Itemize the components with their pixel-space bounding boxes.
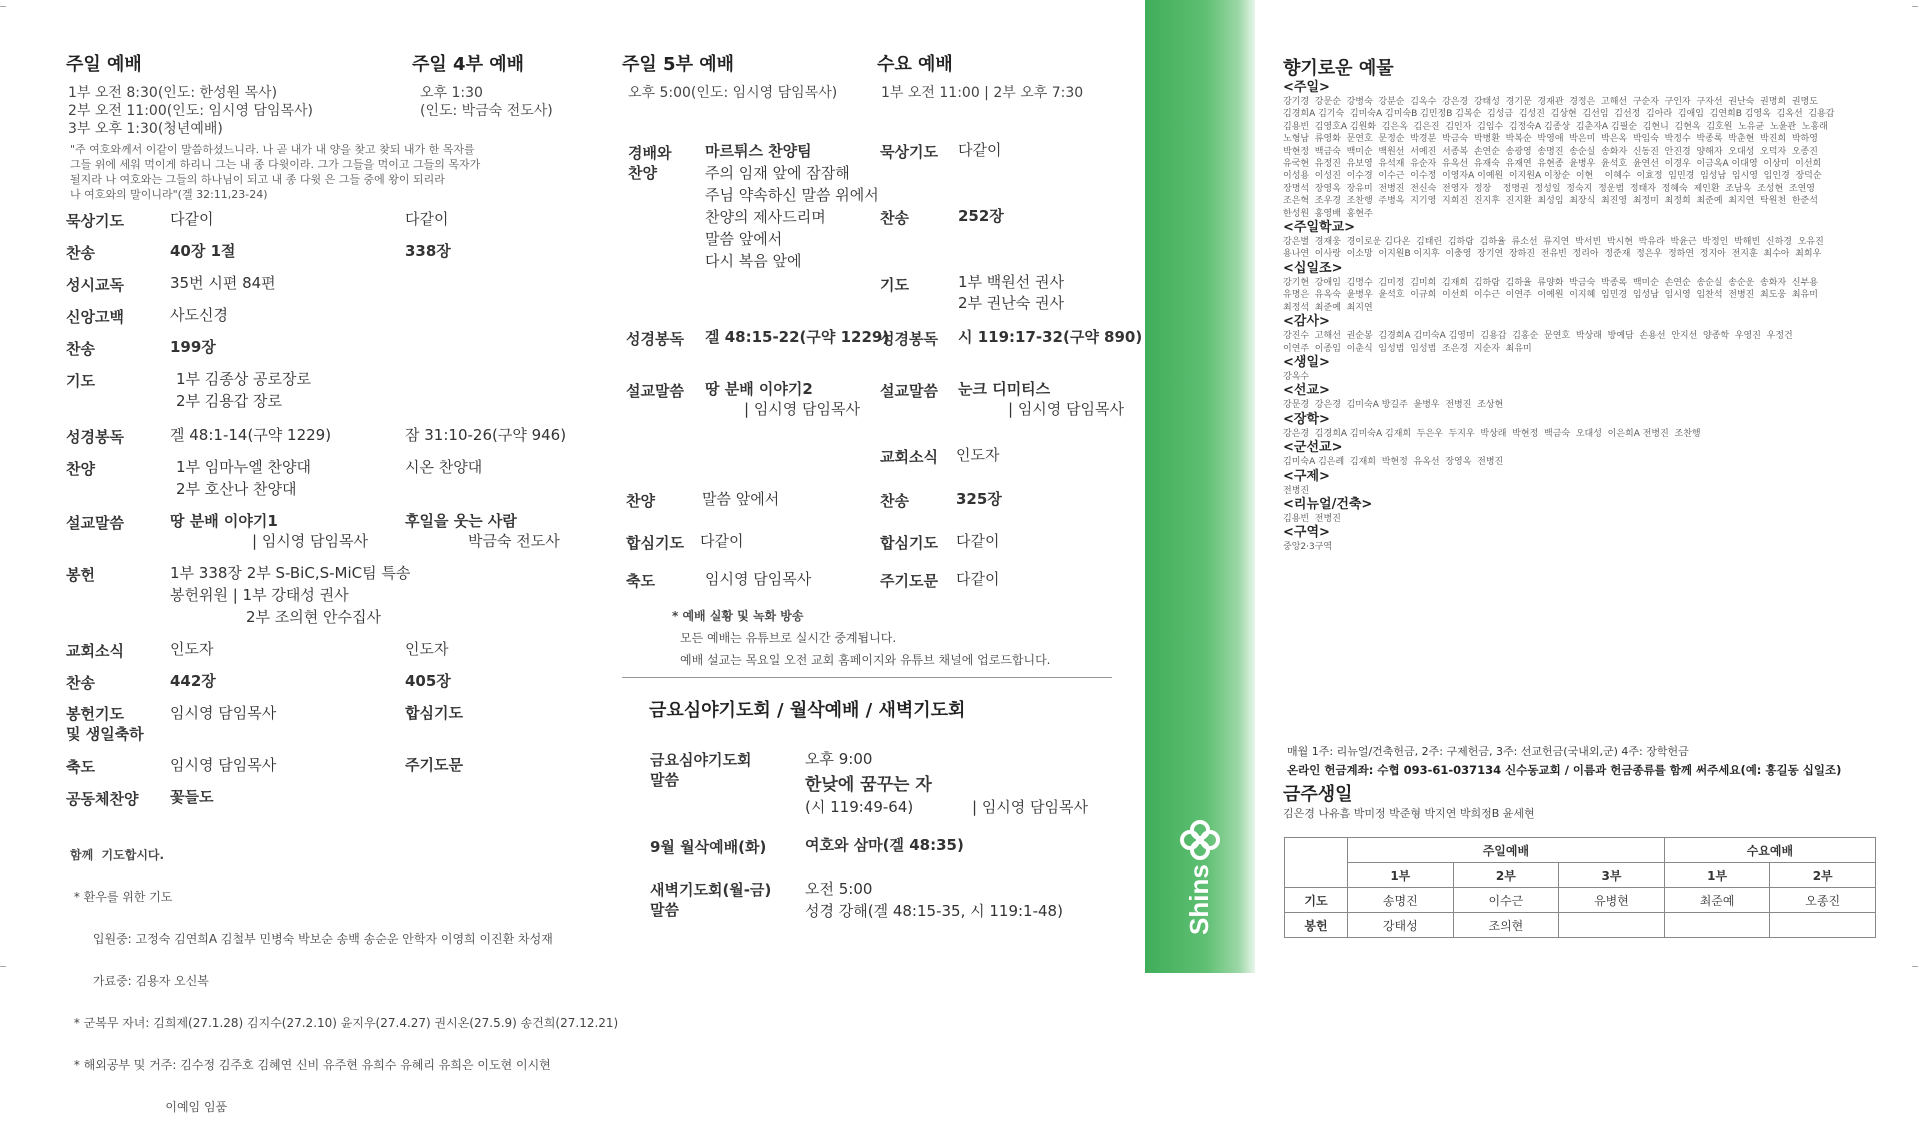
offerings-title: 향기로운 예물 — [1283, 58, 1394, 79]
order-label: 기도 — [880, 276, 909, 294]
broadcast-notice — [672, 605, 1051, 671]
table-cell: 오종진 — [1770, 888, 1876, 913]
order-label: 찬송 — [66, 340, 95, 358]
order-label-line: 봉헌기도 — [66, 705, 124, 723]
order-value-4th: 시온 찬양대 — [405, 458, 483, 476]
order-value: 2부 조의현 안수집사 — [246, 608, 382, 626]
order-value: 1부 338장 2부 S-BiC,S-MiC팀 특송 — [170, 564, 411, 582]
praise-label — [628, 143, 671, 183]
offerings-list — [1283, 80, 1888, 554]
wednesday-service-title: 수요 예배 — [877, 54, 953, 75]
table-corner — [1285, 838, 1348, 888]
bank-account: 온라인 헌금계좌: 수협 093-61-037134 신수동교회 / 이름과 헌금종류를 함께 써주세요(예: 홍길동 십일조) — [1287, 763, 1842, 777]
offering-names: 김미숙A 김은례 김재희 박현정 유옥선 장영옥 전병진 — [1283, 457, 1504, 468]
offering-names: 중앙2·3구역 — [1283, 542, 1333, 553]
crop-mark — [1912, 6, 1918, 7]
sermon-title-4th: 후일을 웃는 사람 — [405, 512, 517, 530]
order-value-4th: 합심기도 — [405, 704, 463, 722]
order-label: 교회소식 — [66, 642, 124, 660]
service-time: 3부 오후 1:30(청년예배) — [68, 121, 223, 137]
service-time: 1부 오전 8:30(인도: 한성원 목사) — [68, 85, 278, 101]
prayer-line: 입원중: 고정숙 김연희A 김철부 민병숙 박보순 송백 송순운 안학자 이영희 이진환 차성재 — [70, 932, 553, 946]
order-value-4th: 주기도문 — [405, 756, 463, 774]
offering-names: 강옥수 — [1283, 371, 1310, 382]
table-cell: 이수근 — [1453, 888, 1559, 913]
table-col-header: 2부 — [1453, 863, 1559, 888]
table-group-header: 수요예배 — [1664, 838, 1875, 863]
order-value: 1부 임마누엘 찬양대 — [176, 458, 312, 476]
offering-category: <구제> — [1283, 468, 1330, 484]
order-value: 325장 — [956, 490, 1002, 508]
order-value: 말씀 앞에서 — [702, 490, 780, 508]
crop-mark — [0, 6, 6, 7]
notice-line: 모든 예배는 유튜브로 실시간 중계됩니다. — [680, 631, 897, 645]
order-label: 설교말씀 — [66, 514, 124, 532]
order-label: 찬송 — [880, 492, 909, 510]
praise-song: 주의 임재 앞에 잠잠해 — [705, 164, 850, 182]
duty-schedule-table — [1284, 837, 1876, 938]
order-value-4th: 338장 — [405, 242, 451, 260]
table-row — [1285, 888, 1876, 913]
praise-song: 다시 복음 앞에 — [705, 252, 802, 270]
order-label: 찬양 — [626, 492, 655, 510]
table-col-header: 1부 — [1664, 863, 1770, 888]
offering-names: 김용빈 전병진 — [1283, 513, 1341, 524]
order-label: 찬송 — [880, 209, 909, 227]
sermon-preacher: | 임시영 담임목사 — [252, 532, 369, 550]
crop-mark — [1912, 966, 1918, 967]
quote-line: 그들 위에 세워 먹이게 하리니 그는 내 종 다윗이라. 그가 그들을 먹이고 그들의 목자가 — [70, 158, 481, 171]
scripture-quote — [70, 142, 480, 202]
friday-preacher: | 임시영 담임목사 — [972, 798, 1089, 816]
order-label: 찬송 — [66, 674, 95, 692]
offering-names: 강기경 강문순 강병숙 강분순 김옥수 강은경 강태성 경기문 경재관 경정은 고해선 구순자 구인자 구자선 권난숙 권명희 권명도 김경희A 김기숙 김미숙A 김미숙B 김민정B 김복순 김성금 김성진 김상현 김선임 김선정 김아라 김애임 김연희B 김영옥 김옥선 김용갑 김용빈 김영호A 김원화 김은옥 김은진 김인자 김임수 김정숙A 김종상 김춘자A 김필순 김현니 김현옥 김호원 노유균 노윤관 노홍래 노형남 류영화 문연호 문정순 박경분 박금숙 박병환 박복순 박영애 박은미 박은옥 박임숙 박정수 박종록 박춘현 박진희 박하영 박현정 백금숙 백미순 백원선 서예진 서종복 손연순 송광영 송명진 송순실 송화자 신동진 안진경 양해자 오대성 오덕자 오종진 유국현 유정진 유보영 유석재 유순자 유옥선 유재숙 유재연 유현종 윤병우 윤석호 윤연선 이경우 이금옥A 이대영 이상미 이선희 이성용 이성진 이수경 이수근 이수정 이영자A 이예원 이지원A 이창순 이현 이혜수 이효정 임민경 임성남 임시영 임인경 장덕순 장명석 장영옥 장유미 전병진 전신숙 전영자 정장 정명권 정성일 정숙지 정운범 정태자 정혜숙 제인환 조남옥 조성현 조연영 조은혁 조우경 조찬행 주병옥 지기영 지희진 진지후 진지환 최성임 최장식 최진영 최정미 최정희 최준예 최지연 탁원천 한준석 한성원 홍영배 홍현주 — [1283, 97, 1835, 219]
offering-names: 강기현 강애임 김명수 김미정 김미희 김재희 김하람 김하율 류양화 박금숙 박종록 백미순 손연순 송순실 송순운 송화자 신부용 유명은 유옥숙 윤병우 윤석호 이규희 이선희 이수근 이연주 이예원 이지혜 임민경 임성남 임시영 임찬석 전병진 최도웅 최유미 최정석 최준예 최지연 — [1283, 277, 1818, 313]
order-label — [66, 704, 144, 744]
crop-mark — [0, 966, 6, 967]
offering-category: <주일> — [1283, 80, 1330, 95]
offering-category: <장학> — [1283, 411, 1330, 427]
offering-names: 이연주 이종임 이춘식 임성범 임성범 조은경 지순자 최유미 — [1283, 343, 1532, 354]
friday-dawn-title: 금요심야기도회 / 월삭예배 / 새벽기도회 — [649, 700, 966, 721]
quote-line: 될지라 나 여호와는 그들의 하나님이 되고 내 종 다윗 은 그들 중에 왕이 되리라 — [70, 173, 445, 186]
order-value: 35번 시편 84편 — [170, 274, 276, 292]
dawn-time: 오전 5:00 — [805, 880, 873, 898]
prayer-title: 함께 기도합시다. — [70, 848, 165, 862]
order-label-line: 및 생일축하 — [66, 725, 144, 743]
friday-sermon-ref: (시 119:49-64) — [805, 798, 914, 816]
praise-song: 찬양의 제사드리며 — [705, 208, 826, 226]
sunday-4th-service-title: 주일 4부 예배 — [412, 54, 524, 75]
table-cell: 조의현 — [1453, 913, 1559, 938]
order-value: 다같이 — [700, 532, 744, 550]
order-value: 다같이 — [958, 141, 1002, 159]
order-label: 합심기도 — [626, 534, 684, 552]
table-cell: 강태성 — [1348, 913, 1454, 938]
order-value: 사도신경 — [170, 306, 228, 324]
friday-label — [650, 750, 751, 790]
order-label: 성경봉독 — [880, 330, 938, 348]
birthday-names: 김은경 나유흠 박미정 박준형 박지연 박희정B 윤세현 — [1283, 807, 1535, 820]
order-value: 40장 1절 — [170, 242, 236, 260]
prayer-requests — [70, 820, 618, 1128]
quote-line: 나 여호와의 말이니라"(겔 32:11,23-24) — [70, 188, 268, 201]
order-value: 꽃들도 — [170, 788, 214, 806]
order-value-4th: 인도자 — [405, 640, 449, 658]
table-cell — [1559, 913, 1665, 938]
order-value-4th: 다같이 — [405, 210, 449, 228]
table-row-label: 봉헌 — [1285, 913, 1348, 938]
table-row-label: 기도 — [1285, 888, 1348, 913]
order-label: 주기도문 — [880, 572, 938, 590]
order-label: 축도 — [626, 572, 655, 590]
sermon-title-wed: 눈크 디미티스 — [958, 380, 1051, 398]
offering-category: <선교> — [1283, 383, 1330, 399]
order-value: 다같이 — [170, 210, 214, 228]
order-value: 인도자 — [956, 446, 1000, 464]
sermon-title: 땅 분배 이야기1 — [170, 512, 278, 530]
sunday-4th-service-times — [420, 84, 553, 120]
praise-song: 말씀 앞에서 — [705, 230, 783, 248]
order-label: 설교말씀 — [880, 382, 938, 400]
notice-line: * 예배 실황 및 녹화 방송 — [672, 609, 804, 623]
sermon-preacher-5th: | 임시영 담임목사 — [744, 400, 861, 418]
table-cell: 최준예 — [1664, 888, 1770, 913]
friday-sermon-title: 한낮에 꿈꾸는 자 — [805, 775, 932, 795]
order-label: 성경봉독 — [66, 428, 124, 446]
quote-line: "주 여호와께서 이같이 말씀하셨느니라. 나 곧 내가 내 양을 찾고 찾되 내가 한 목자를 — [70, 143, 475, 156]
order-value: 인도자 — [170, 640, 214, 658]
order-value: 1부 김종상 공로장로 — [176, 370, 312, 388]
sunday-5th-service-time: 오후 5:00(인도: 임시영 담임목사) — [628, 85, 838, 101]
order-value: 임시영 담임목사 — [170, 704, 277, 722]
offering-category: <생일> — [1283, 354, 1330, 370]
order-label-line: 새벽기도회(월-금) — [650, 881, 772, 899]
order-label: 묵상기도 — [880, 143, 938, 161]
monthly-title: 여호와 삼마(겔 48:35) — [805, 836, 964, 854]
notice-line: 예배 설교는 목요일 오전 교회 홈페이지와 유튜브 채널에 업로드합니다. — [680, 653, 1051, 667]
order-label: 설교말씀 — [626, 382, 684, 400]
order-value: 252장 — [958, 207, 1004, 225]
order-label: 신앙고백 — [66, 308, 124, 326]
sermon-preacher-4th: 박금숙 전도사 — [468, 532, 560, 550]
sunday-service-title: 주일 예배 — [66, 54, 142, 75]
wednesday-service-time: 1부 오전 11:00 | 2부 오후 7:30 — [881, 85, 1084, 101]
order-label: 성시교독 — [66, 276, 124, 294]
offering-names: 강은경 김경희A 김미숙A 김재희 두은우 두지우 박상래 박현정 백금숙 오대성 이은희A 전병진 조찬행 — [1283, 428, 1701, 439]
order-label-line: 말씀 — [650, 901, 679, 919]
order-label-line: 말씀 — [650, 771, 679, 789]
order-label: 합심기도 — [880, 534, 938, 552]
sunday-service-times — [68, 84, 313, 138]
order-value: 시 119:17-32(구약 890) — [958, 328, 1143, 346]
order-value: 다같이 — [956, 532, 1000, 550]
offering-category: <구역> — [1283, 525, 1330, 541]
table-col-header: 3부 — [1559, 863, 1665, 888]
order-value: 겔 48:1-14(구약 1229) — [170, 426, 332, 444]
service-time: 오후 1:30 — [420, 85, 483, 101]
sunday-5th-service-title: 주일 5부 예배 — [622, 54, 734, 75]
table-row — [1285, 913, 1876, 938]
order-value: 임시영 담임목사 — [170, 756, 277, 774]
offering-category: <리뉴얼/건축> — [1283, 496, 1373, 512]
table-cell — [1770, 913, 1876, 938]
order-label-line: 경배와 — [628, 144, 672, 162]
logo-icon — [1170, 810, 1230, 940]
table-cell: 송명진 — [1348, 888, 1454, 913]
offering-names: 강은별 경재웅 경이로운 김다온 김태린 김하람 김하율 류소선 류지연 박서빈 박시현 박유라 박윤근 박정인 박해빈 신하경 오유진 용나연 이사랑 이소망 이지원B 이지후 이충영 장기연 장하진 전유빈 정리아 정준재 정은우 정하연 정지아 전지훈 최수아 최희우 — [1283, 237, 1824, 260]
table-col-header: 2부 — [1770, 863, 1876, 888]
divider — [622, 677, 1112, 678]
order-label-line: 금요심야기도회 — [650, 751, 752, 769]
prayer-line: 가료중: 김용자 오신복 — [70, 974, 209, 988]
friday-time: 오후 9:00 — [805, 750, 873, 768]
service-time: 2부 오전 11:00(인도: 임시영 담임목사) — [68, 103, 313, 119]
birthdays-title: 금주생일 — [1283, 784, 1353, 805]
dawn-label — [650, 880, 771, 920]
praise-team: 마르튀스 찬양팀 — [705, 142, 812, 160]
order-value: 1부 백원선 권사 — [958, 273, 1065, 291]
church-logo — [1170, 810, 1230, 940]
order-value-4th: 405장 — [405, 672, 451, 690]
order-value: 다같이 — [956, 570, 1000, 588]
offering-category: <군선교> — [1283, 440, 1343, 456]
order-label: 기도 — [66, 372, 95, 390]
table-col-header: 1부 — [1348, 863, 1454, 888]
order-label: 축도 — [66, 758, 95, 776]
order-label: 성경봉독 — [626, 330, 684, 348]
order-label: 찬송 — [66, 244, 95, 262]
order-value-4th: 잠 31:10-26(구약 946) — [405, 426, 567, 444]
offering-names: 전병진 — [1283, 485, 1310, 496]
order-label: 교회소식 — [880, 448, 938, 466]
order-value: 442장 — [170, 672, 216, 690]
order-value: 임시영 담임목사 — [705, 570, 812, 588]
offering-names: 강문경 강은경 김미숙A 방길주 윤병우 전병진 조상현 — [1283, 400, 1504, 411]
monthly-offerings: 매월 1주: 리뉴얼/건축헌금, 2주: 구제헌금, 3주: 선교헌금(국내외,군) 4주: 장학헌금 — [1287, 745, 1689, 758]
order-label: 찬양 — [66, 460, 95, 478]
prayer-line: * 환우를 위한 기도 — [70, 890, 173, 904]
table-cell: 유병현 — [1559, 888, 1665, 913]
order-value: 봉헌위원 | 1부 강태성 권사 — [170, 586, 349, 604]
table-cell — [1664, 913, 1770, 938]
sermon-title-5th: 땅 분배 이야기2 — [705, 380, 813, 398]
dawn-text: 성경 강해(겔 48:15-35, 시 119:1-48) — [805, 902, 1063, 920]
offering-category: <십일조> — [1283, 260, 1343, 276]
order-value: 199장 — [170, 338, 216, 356]
prayer-line: * 해외공부 및 거주: 김수정 김주호 김혜연 신비 유주현 유희수 유혜리 유희은 이도현 이시현 — [70, 1058, 551, 1072]
table-group-header: 주일예배 — [1348, 838, 1665, 863]
praise-songs — [705, 162, 879, 272]
praise-song: 주님 약속하신 말씀 위에서 — [705, 186, 879, 204]
service-time: (인도: 박금숙 전도사) — [420, 103, 553, 119]
monthly-label: 9월 월삭예배(화) — [650, 838, 767, 856]
offering-names: 강진수 고해선 권순봉 김경희A 김미숙A 김영미 김용갑 김홍순 문연호 박상래 방예담 손용선 안지선 양종학 우영진 우정건 — [1283, 331, 1793, 342]
sermon-preacher-wed: | 임시영 담임목사 — [1008, 400, 1125, 418]
order-value: 2부 호산나 찬양대 — [176, 480, 297, 498]
order-value: 2부 김용갑 장로 — [176, 392, 283, 410]
order-label: 봉헌 — [66, 566, 95, 584]
offering-category: <감사> — [1283, 314, 1330, 330]
order-label: 묵상기도 — [66, 212, 124, 230]
prayer-line: * 군복무 자녀: 김희제(27.1.28) 김지수(27.2.10) 윤지우(27.4.27) 권시온(27.5.9) 송건희(27.12.21) — [70, 1016, 619, 1030]
order-value: 겔 48:15-22(구약 1229) — [705, 328, 890, 346]
order-label: 공동체찬양 — [66, 790, 139, 808]
order-value: 2부 권난숙 권사 — [958, 294, 1065, 312]
logo-text: Shins — [1184, 864, 1214, 935]
offering-category: <주일학교> — [1283, 220, 1356, 236]
prayer-line: 이예임 임품 — [70, 1100, 228, 1114]
order-label-line: 찬양 — [628, 164, 657, 182]
